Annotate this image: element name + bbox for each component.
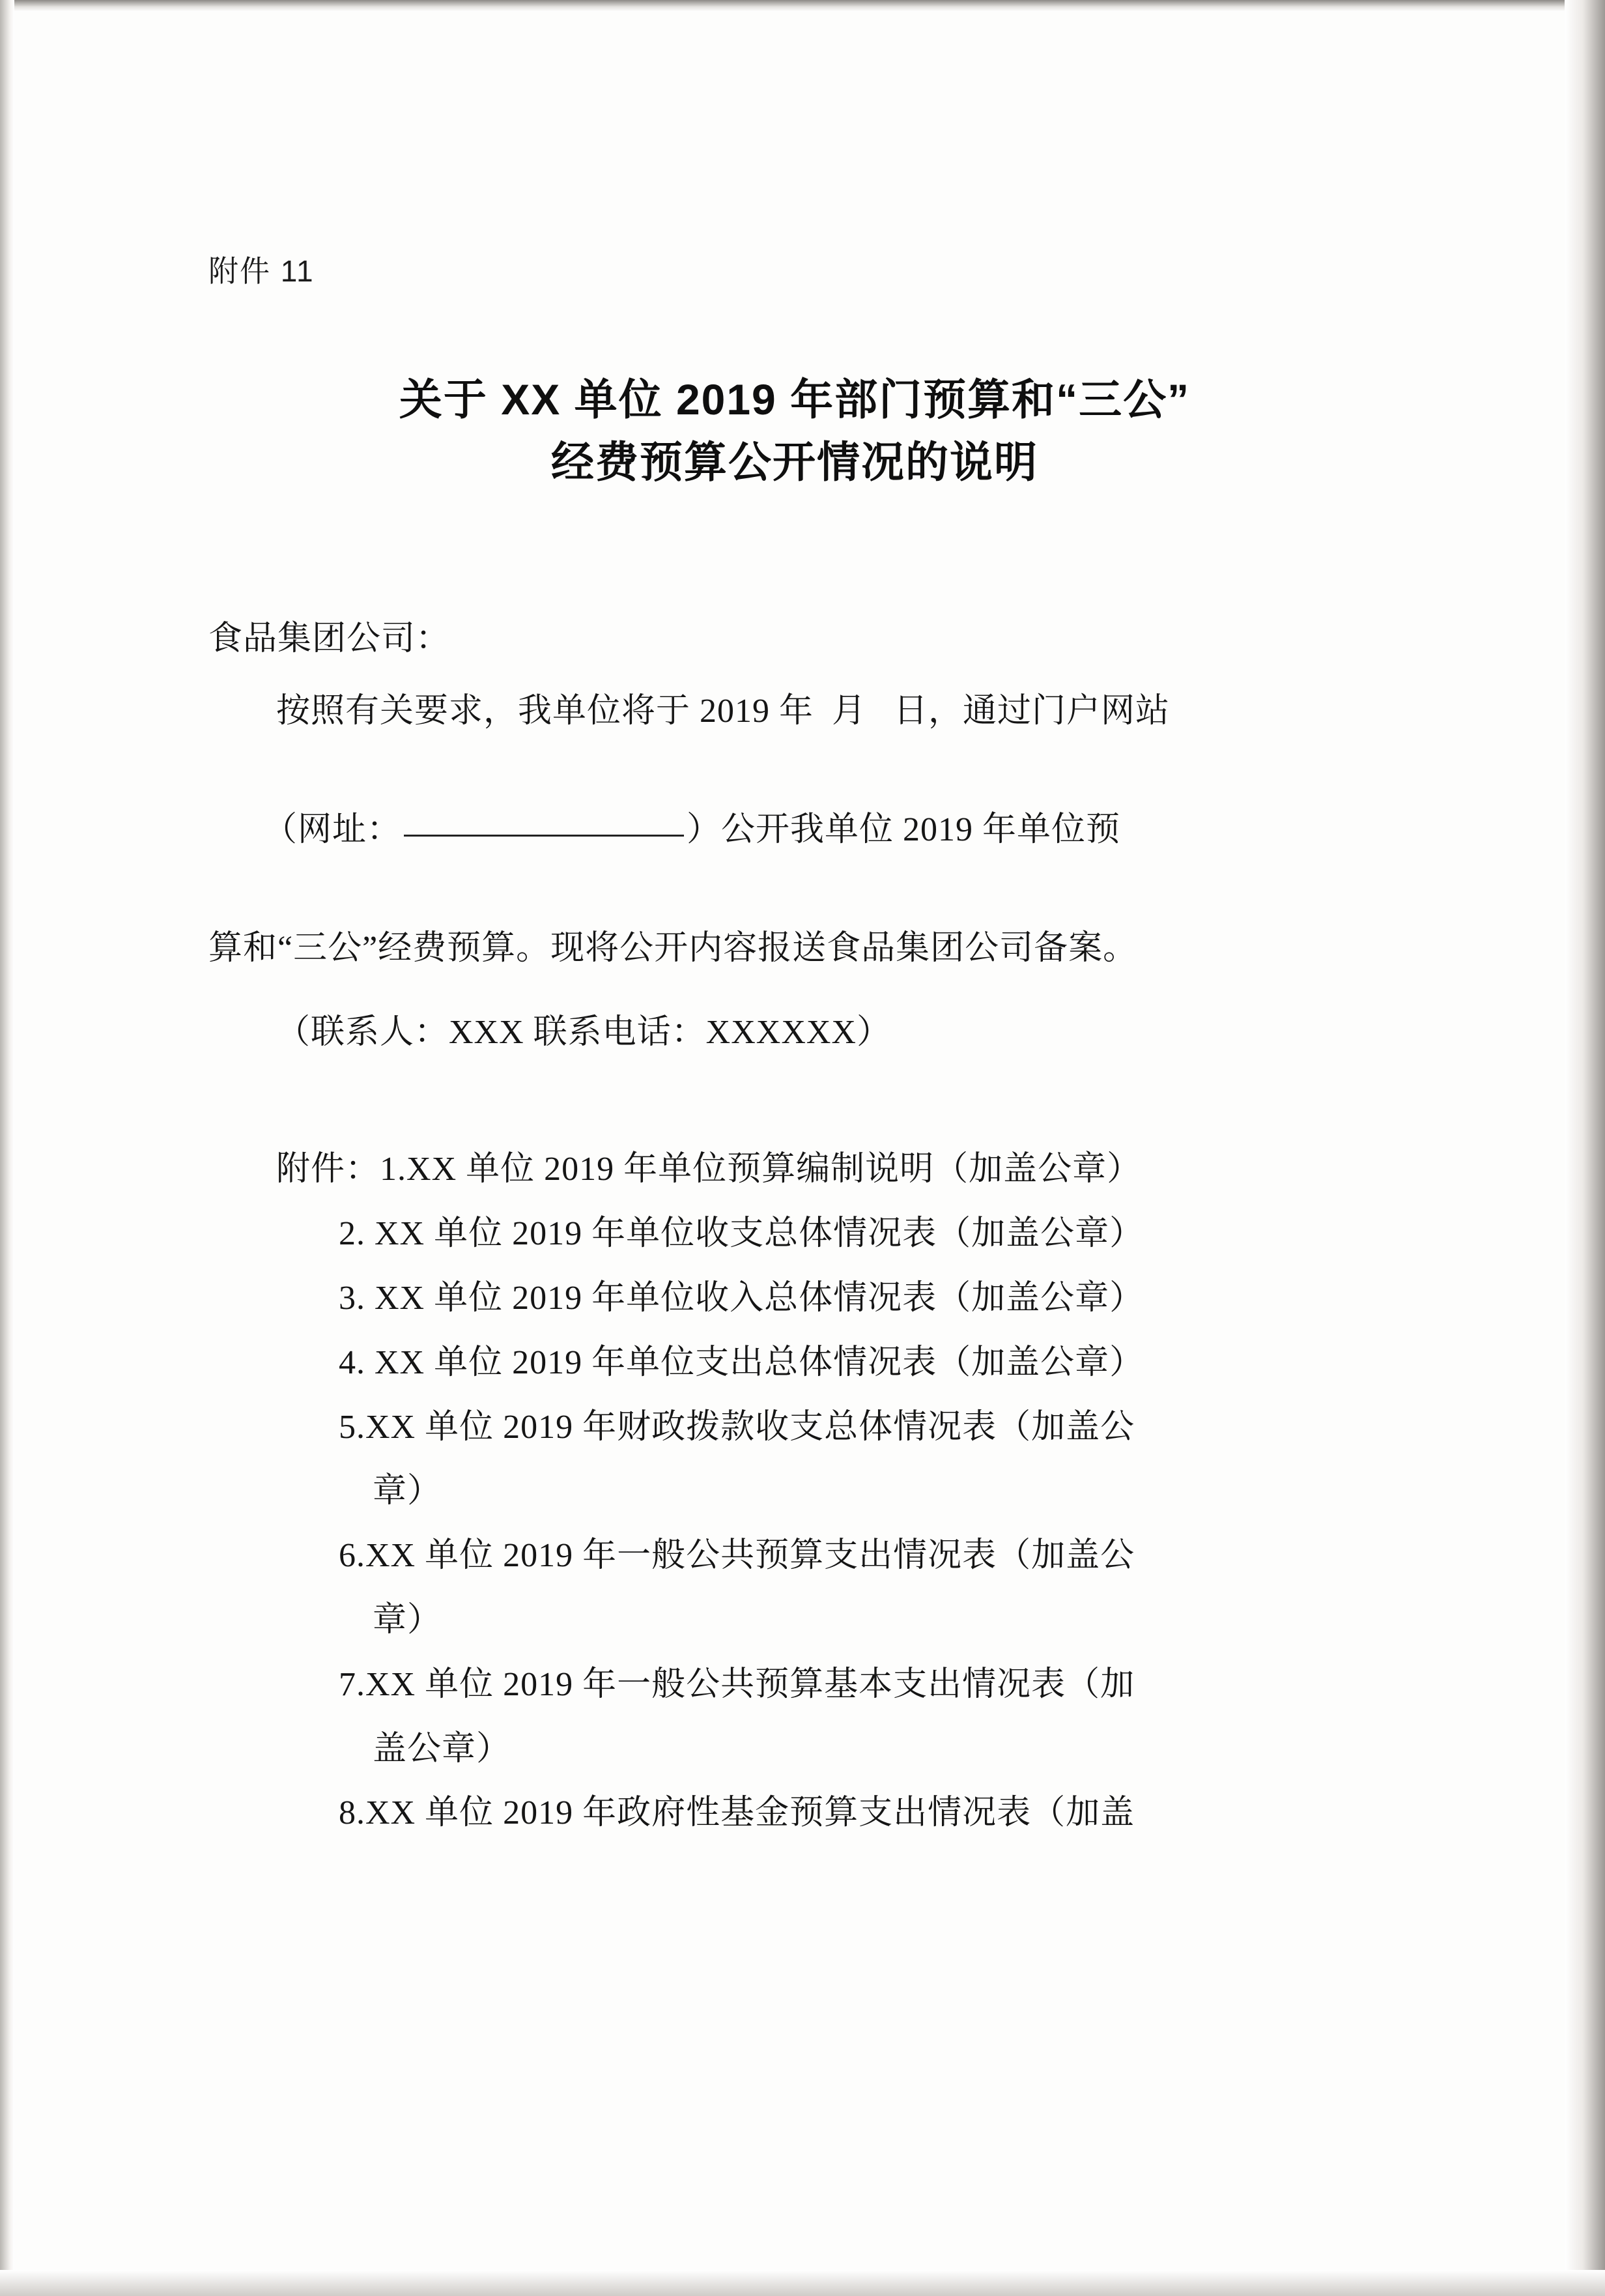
list-item bbox=[208, 1781, 1381, 1846]
attachment-number-label: 附件 11 bbox=[208, 254, 315, 288]
list-item bbox=[208, 1202, 1381, 1267]
list-item bbox=[208, 1331, 1381, 1396]
attachment-item-3-text: 3. XX 单位 2019 年单位收入总体情况表（加盖公章） bbox=[339, 1279, 1144, 1317]
attachment-item-5-continuation: 章） bbox=[373, 1472, 442, 1510]
page-edge-top bbox=[0, 0, 1605, 12]
attachment-item-7-text: 7.XX 单位 2019 年一般公共预算基本支出情况表（加 bbox=[339, 1665, 1135, 1703]
attachment-item-5-text: 5.XX 单位 2019 年财政拨款收支总体情况表（加盖公 bbox=[339, 1408, 1135, 1446]
website-suffix: ）公开我单位 2019 年单位预 bbox=[687, 811, 1121, 849]
body-paragraph-line-1: 按照有关要求，我单位将于 2019 年 月 日，通过门户网站 bbox=[276, 693, 1171, 730]
list-item bbox=[208, 1267, 1381, 1331]
attachment-item-2-text: 2. XX 单位 2019 年单位收支总体情况表（加盖公章） bbox=[339, 1215, 1144, 1253]
page-edge-right bbox=[1565, 0, 1605, 2296]
list-item bbox=[208, 1396, 1381, 1525]
title-line-1: 关于 XX 单位 2019 年部门预算和“三公” bbox=[399, 375, 1191, 423]
contact-info-line: （联系人：XXX 联系电话：XXXXXX） bbox=[276, 1014, 891, 1052]
body-paragraph-line-3: 算和“三公”经费预算。现将公开内容报送食品集团公司备案。 bbox=[208, 930, 1138, 968]
website-blank-field[interactable] bbox=[404, 835, 684, 837]
attachment-list bbox=[208, 1138, 1381, 1846]
attachment-item-7-continuation: 盖公章） bbox=[373, 1730, 511, 1768]
salutation: 食品集团公司： bbox=[208, 620, 451, 658]
title-line-2: 经费预算公开情况的说明 bbox=[551, 437, 1038, 486]
attachment-list-first-item bbox=[208, 1138, 1381, 1202]
list-item bbox=[208, 1524, 1381, 1653]
attachment-item-8-text: 8.XX 单位 2019 年政府性基金预算支出情况表（加盖 bbox=[339, 1794, 1135, 1832]
page-title bbox=[287, 369, 1303, 493]
document-content bbox=[208, 248, 1381, 1846]
list-item bbox=[208, 1653, 1381, 1782]
body-paragraph-line-2 bbox=[208, 741, 1381, 919]
page-edge-bottom bbox=[0, 2270, 1605, 2296]
attachment-item-4-text: 4. XX 单位 2019 年单位支出总体情况表（加盖公章） bbox=[339, 1343, 1144, 1381]
attachment-item-1-text: 1.XX 单位 2019 年单位预算编制说明（加盖公章） bbox=[380, 1151, 1142, 1188]
website-label: （网址： bbox=[263, 811, 402, 849]
attachment-item-6-text: 6.XX 单位 2019 年一般公共预算支出情况表（加盖公 bbox=[339, 1537, 1135, 1575]
page-edge-left bbox=[0, 0, 14, 2296]
attachments-label: 附件： bbox=[276, 1151, 380, 1188]
attachment-item-6-continuation: 章） bbox=[373, 1601, 442, 1639]
